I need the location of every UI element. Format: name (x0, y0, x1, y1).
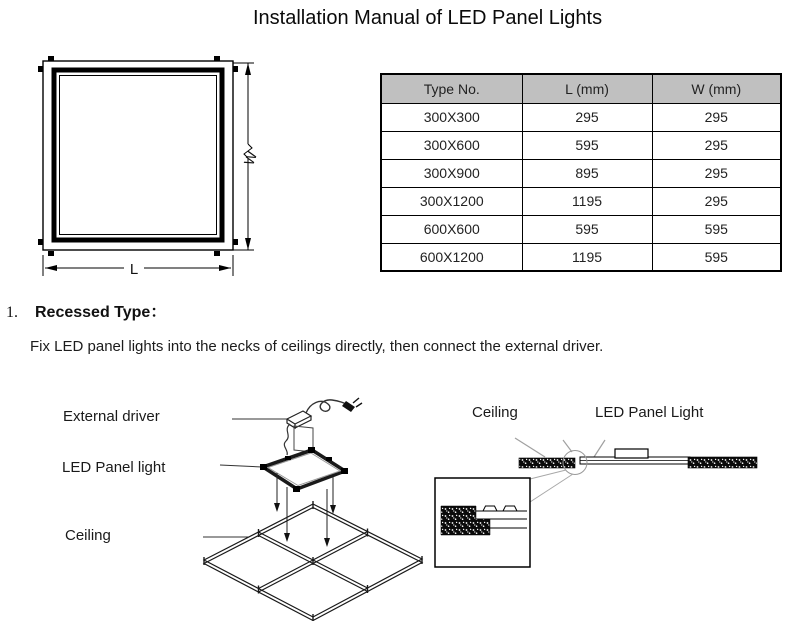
spec-table-row (381, 215, 781, 243)
spec-table-cell: 295 (522, 103, 652, 131)
l-dimension-label: L (129, 261, 139, 278)
spec-table-header-cell: L (mm) (522, 74, 652, 103)
spec-table-cell: 600X1200 (381, 243, 522, 271)
spec-table-row (381, 187, 781, 215)
led-panel-light-label: LED Panel light (62, 459, 166, 476)
spec-table-row (381, 243, 781, 271)
panel-frame (38, 56, 238, 256)
spec-table-cell: 1195 (522, 243, 652, 271)
section-title: Recessed Type： (35, 304, 167, 321)
ceiling-label: Ceiling (65, 527, 111, 544)
section-body-text: Fix LED panel lights into the necks of ceilings directly, then connect the external driver. (30, 338, 604, 355)
spec-table-cell: 595 (522, 131, 652, 159)
spec-table-cell: 295 (652, 131, 781, 159)
plug-icon (342, 398, 362, 412)
spec-table-row (381, 159, 781, 187)
spec-table-row (381, 103, 781, 131)
external-driver-label: External driver (63, 408, 160, 425)
led-panel-isometric (260, 447, 348, 492)
grid-thickness-ticks (204, 501, 422, 621)
spec-table-cell: 295 (652, 159, 781, 187)
external-driver-box (287, 411, 313, 452)
cross-section-drawing (430, 430, 800, 575)
cross-section (519, 449, 757, 475)
spec-table-cell: 295 (652, 187, 781, 215)
spec-table-cell: 300X600 (381, 131, 522, 159)
spec-table-cell: 595 (522, 215, 652, 243)
frame-corner-joints (38, 56, 238, 256)
ceiling-section-label: Ceiling (472, 404, 518, 421)
ceiling-grid (204, 501, 422, 621)
w-dimension-label: W (240, 149, 261, 168)
spec-table-cell: 595 (652, 215, 781, 243)
spec-table-cell: 295 (652, 103, 781, 131)
section-number: 1. (6, 304, 18, 321)
section-leader-lines (515, 438, 605, 457)
spec-table (380, 73, 782, 272)
spec-table-cell: 300X300 (381, 103, 522, 131)
detail-connector-lines (530, 470, 573, 502)
ceiling-section-right (688, 457, 757, 468)
spec-table-header-row (381, 74, 781, 103)
spec-table-cell: 1195 (522, 187, 652, 215)
spec-table-cell: 895 (522, 159, 652, 187)
section-heading (6, 299, 166, 322)
led-panel-light-section-label: LED Panel Light (595, 404, 704, 421)
driver-on-panel (615, 449, 648, 458)
ceiling-section-left (519, 458, 575, 468)
spec-table-cell: 595 (652, 243, 781, 271)
detail-view-box (435, 478, 530, 567)
spec-table-cell: 300X1200 (381, 187, 522, 215)
spec-table-cell: 600X600 (381, 215, 522, 243)
page-title: Installation Manual of LED Panel Lights (253, 7, 603, 29)
spec-table-row (381, 131, 781, 159)
spec-table-cell: 300X900 (381, 159, 522, 187)
panel-dimension-drawing (28, 48, 278, 296)
spec-table-header-cell: Type No. (381, 74, 522, 103)
spec-table-header-cell: W (mm) (652, 74, 781, 103)
